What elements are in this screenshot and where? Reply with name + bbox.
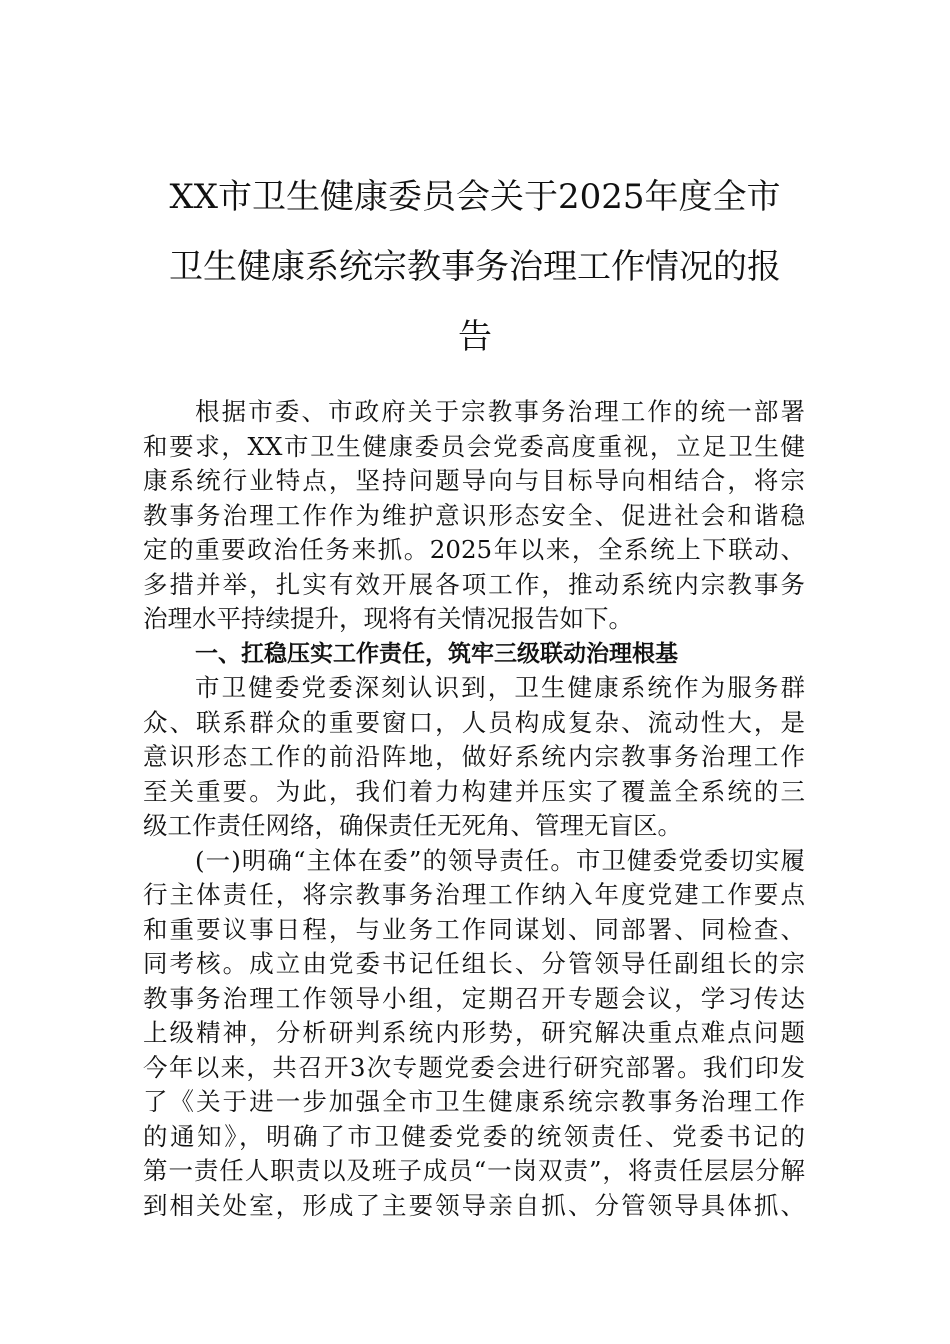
paragraph [143, 671, 805, 844]
document-body [143, 395, 805, 1223]
document-title [140, 162, 810, 372]
text-line: (一)明确“主体在委”的领导责任。市卫健委党委切实履 [195, 845, 805, 875]
text-line: 一、扛稳压实工作责任，筑牢三级联动治理根基 [195, 640, 678, 667]
text-line: 上级精神，分析研判系统内形势，研究解决重点难点问题 [143, 1018, 805, 1047]
text-line: 至关重要。为此，我们着力构建并压实了覆盖全系统的三 [143, 776, 805, 806]
text-line: 教事务治理工作作为维护意识形态安全、促进社会和谐稳 [143, 500, 805, 530]
text-line: 今年以来，共召开3次专题党委会进行研究部署。我们印发 [143, 1052, 805, 1082]
title-line: 卫生健康系统宗教事务治理工作情况的报 [169, 247, 781, 287]
text-line: 众、联系群众的重要窗口，人员构成复杂、流动性大，是 [143, 707, 805, 737]
text-line: 意识形态工作的前沿阵地，做好系统内宗教事务治理工作 [143, 742, 805, 771]
paragraph [143, 395, 805, 637]
title-line: 告 [458, 317, 492, 357]
text-line: 和重要议事日程，与业务工作同谋划、同部署、同检查、 [143, 914, 805, 944]
paragraph [143, 844, 805, 1224]
text-line: 康系统行业特点，坚持问题导向与目标导向相结合，将宗 [143, 466, 805, 495]
text-line: 同考核。成立由党委书记任组长、分管领导任副组长的宗 [143, 949, 805, 978]
text-line: 级工作责任网络，确保责任无死角、管理无盲区。 [143, 811, 682, 840]
text-line: 多措并举，扎实有效开展各项工作，推动系统内宗教事务 [143, 569, 805, 599]
text-line: 市卫健委党委深刻认识到，卫生健康系统作为服务群 [195, 673, 805, 702]
title-line: XX市卫生健康委员会关于2025年度全市 [169, 177, 781, 217]
text-line: 根据市委、市政府关于宗教事务治理工作的统一部署 [195, 397, 805, 426]
text-line: 和要求，XX市卫生健康委员会党委高度重视，立足卫生健 [143, 431, 805, 461]
text-line: 教事务治理工作领导小组，定期召开专题会议，学习传达 [143, 983, 805, 1013]
text-line: 第一责任人职责以及班子成员“一岗双责”，将责任层层分解 [143, 1156, 805, 1185]
text-line: 行主体责任，将宗教事务治理工作纳入年度党建工作要点 [143, 880, 805, 909]
text-line: 治理水平持续提升，现将有关情况报告如下。 [143, 604, 633, 633]
text-line: 定的重要政治任务来抓。2025年以来，全系统上下联动、 [143, 535, 805, 564]
text-line: 了《关于进一步加强全市卫生健康系统宗教事务治理工作 [143, 1087, 805, 1116]
text-line: 的通知》，明确了市卫健委党委的统领责任、党委书记的 [143, 1121, 805, 1151]
text-line: 到相关处室，形成了主要领导亲自抓、分管领导具体抓、 [143, 1190, 805, 1220]
section-heading [143, 637, 805, 672]
